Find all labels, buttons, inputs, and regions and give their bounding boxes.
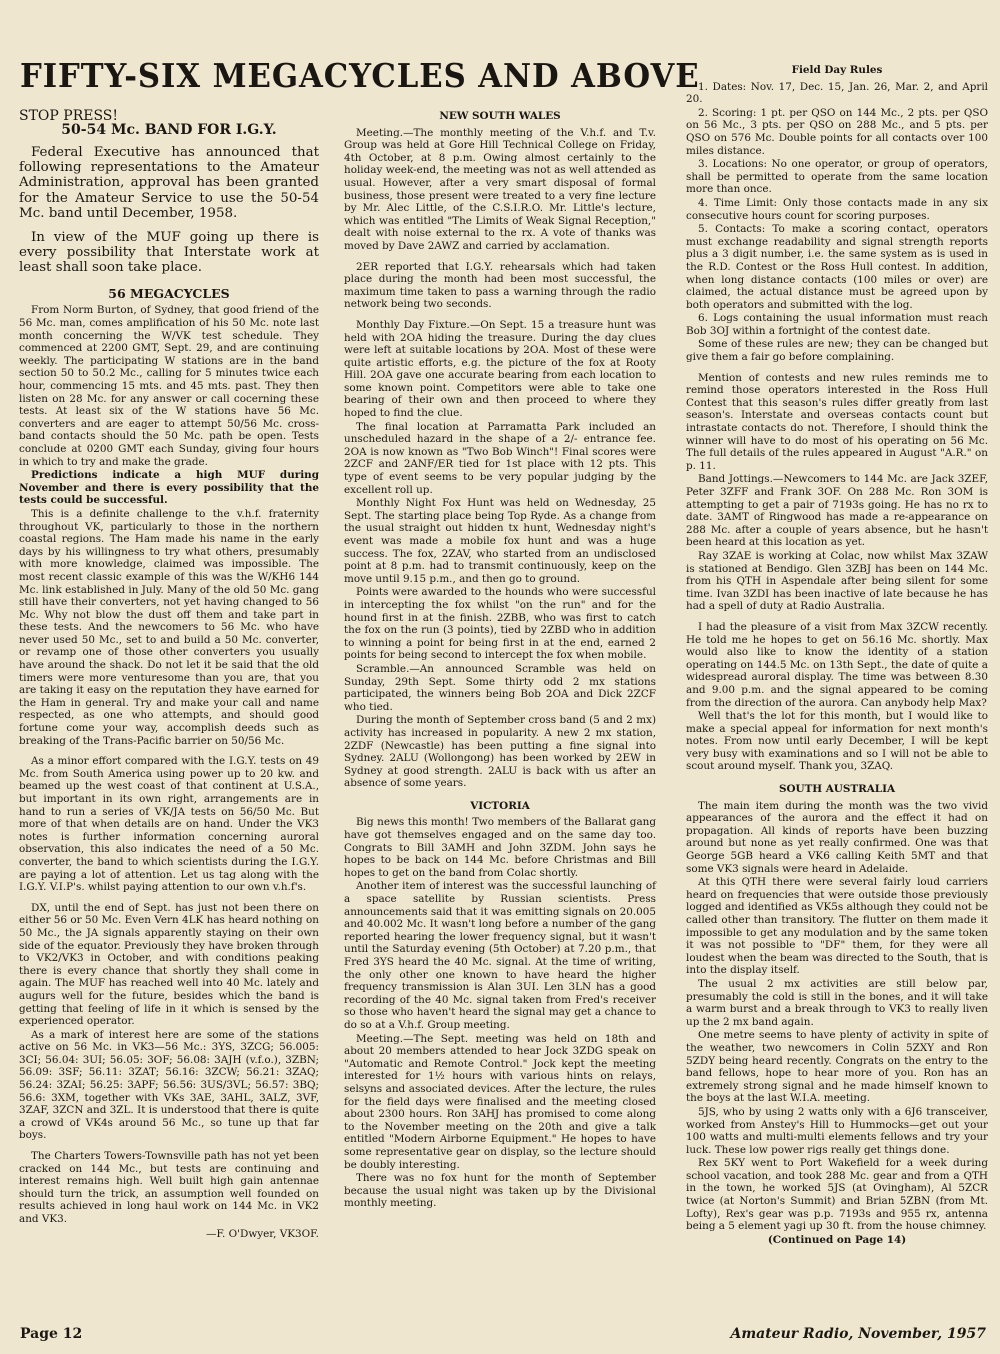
paragraph: One metre seems to have plenty of activity in spite of the weather, two newcomers in Colin 5ZXY and Ron 5ZDY being heard recently. Congrats on the entry to the band fellows, hope to hear more of you. Ron has an extremely strong signal and he made himself known to the boys at the last W.I.A. meeting.: [686, 1029, 988, 1105]
paragraph: During the month of September cross band (5 and 2 mx) activity has increased in popularity. A new 2 mx station, 2ZDF (Newcastle) has been putting a fine signal into Sydney. 2ALU (Wollongong) has been worked by 2EW in Sydney at good strength. 2ALU is back with us after an absence of some years.: [344, 714, 656, 790]
author-signoff: —F. O'Dwyer, VK3OF.: [206, 1227, 319, 1240]
paragraph: The Charters Towers-Townsville path has not yet been cracked on 144 Mc., but tests are continuing and interest remains high. Well built high gain antennae should turn the trick, an assumption well founded on results achieved in long haul work on 144 Mc. in VK2 and VK3.: [19, 1150, 319, 1225]
paragraph: At this QTH there were several fairly loud carriers heard on frequencies that were outside those previously logged and identified as VK5s although they could not be called other than transitory. The flutter on them made it impossible to get any modulation and by the same token it was not possible to "DF" them, for they were all loudest when the beam was directed to the South, that is into the display itself.: [686, 876, 988, 977]
section-heading-victoria: VICTORIA: [470, 799, 530, 812]
paragraph: I had the pleasure of a visit from Max 3ZCW recently. He told me he hopes to get on 56.16 Mc. shortly. Max would also like to know the identity of a station operating on 144.5 Mc. on 13th Sept., the date of quite a widespread auroral display. The time was between 8.30 and 9.00 p.m. and the signal appeared to be coming from the direction of the aurora. Can anybody help Max?: [686, 620, 988, 709]
paragraph: Meeting.—The Sept. meeting was held on 18th and about 20 members attended to hear Jock 3ZDG speak on "Automatic and Remote Control." Jock kept the meeting interested for 1½ hours with various hints on relays, selsyns and associated devices. After the lecture, the rules for the field days were finalised and the meeting closed about 2300 hours. Ron 3AHJ has promised to come along to the November meeting on the 20th and give a talk entitled "Modern Airborne Equipment." He hopes to have some representative gear on display, so the lecture should be doubly interesting.: [344, 1032, 656, 1171]
paragraph: Points were awarded to the hounds who were successful in intercepting the fox whilst "on the run" and for the hound first in at the finish. 2ZBB, who was first to catch the fox on the run (3 points), tied by 2ZBD who in addition to winning a point for being first in at the end, earned 2 points for being second to intercept the fox when mobile.: [344, 586, 656, 662]
column-left: [19, 108, 319, 1240]
paragraph-bold: Predictions indicate a high MUF during November and there is every possibility that the tests could be successful.: [19, 469, 319, 507]
column-middle: [344, 108, 656, 1210]
continued-note: (Continued on Page 14): [767, 1233, 907, 1246]
stop-press: STOP PRESS!: [19, 108, 119, 124]
section-heading-nsw: NEW SOUTH WALES: [439, 110, 561, 122]
paragraph: Rex 5KY went to Port Wakefield for a week during school vacation, and took 288 Mc. gear and from a QTH in the town, he worked 5JS (at Ovingham), Al 5ZCR twice (at Norton's Summit) and Brian 5ZBN (from Mt. Lofty), Rex's gear was p.p. 7193s and 955 rx, antenna being a 5 element yagi up 30 ft. from the house chimney.: [686, 1157, 988, 1233]
paragraph: The usual 2 mx activities are still below par, presumably the cold is still in the bones, and it will take a warm burst and a break through to VK3 to really liven up the 2 mx band again.: [686, 977, 988, 1028]
paragraph: Scramble.—An announced Scramble was held on Sunday, 29th Sept. Some thirty odd 2 mx stations participated, the winners being Bob 2OA and Dick 2ZCF who tied.: [344, 662, 656, 713]
paragraph: Big news this month! Two members of the Ballarat gang have got themselves engaged and on the same day too. Congrats to Bill 3AMH and John 3ZDM. John says he hopes to be back on 144 Mc. before Christmas and Bill hopes to get on the band from Colac shortly.: [344, 816, 656, 879]
page-number: Page 12: [20, 1326, 83, 1342]
paragraph: The final location at Parramatta Park included an unscheduled hazard in the shape of a 2/- entrance fee. 2OA is now known as "Two Bob Winch"! Final scores were 2ZCF and 2ANF/ER tied for 1st place with 12 pts. This type of event seems to be very popular judging by the excellent roll up.: [344, 420, 656, 496]
band-heading: 50-54 Mc. BAND FOR I.G.Y.: [61, 122, 277, 138]
announcement-paragraph: Federal Executive has announced that following representations to the Amateur Administration, approval has been granted for the Amateur Service to use the 50-54 Mc. band until December, 1958.: [19, 144, 319, 222]
paragraph: Another item of interest was the successful launching of a space satellite by Russian scientists. Press announcements said that it was emitting signals on 20.005 and 40.002 Mc. It wasn't long before a number of the gang reported hearing the lower frequency signal, but it wasn't until the Saturday evening (5th October) at 7.20 p.m., that Fred 3YS heard the 40 Mc. signal. At the time of writing, the only other one known to have heard the higher frequency transmission is Alan 3UI. Len 3LN has a good recording of the 40 Mc. signal taken from Fred's receiver so those who haven't heard the signal may get a chance to do so at a V.h.f. Group meeting.: [344, 880, 656, 1031]
rule-item: 1. Dates: Nov. 17, Dec. 15, Jan. 26, Mar. 2, and April 20.: [686, 80, 988, 106]
rule-item: 5. Contacts: To make a scoring contact, operators must exchange readability and signal strength reports plus a 3 digit number, i.e. the same system as is used in the R.D. Contest or the Ross Hull contest. In addition, when long distance contacts (100 miles or over) are claimed, the actual distance must be agreed upon by both operators and submitted with the log.: [686, 223, 988, 311]
rule-item: 2. Scoring: 1 pt. per QSO on 144 Mc., 2 pts. per QSO on 56 Mc., 3 pts. per QSO on 288 Mc., and 5 pts. per QSO on 576 Mc. Double points for all contacts over 100 miles distance.: [686, 106, 988, 157]
rule-item: 3. Locations: No one operator, or group of operators, shall be permitted to operate from the same location more than once.: [686, 158, 988, 196]
paragraph: Ray 3ZAE is working at Colac, now whilst Max 3ZAW is stationed at Bendigo. Glen 3ZBJ has been on 144 Mc. from his QTH in Aspendale after being silent for some time. Ivan 3ZDI has been inactive of late because he has had a spell of duty at Radio Australia.: [686, 549, 988, 613]
magazine-name-date: Amateur Radio, November, 1957: [730, 1326, 986, 1342]
rule-item: 4. Time Limit: Only those contacts made in any six consecutive hours count for scoring purposes.: [686, 196, 988, 222]
section-heading-south-australia: SOUTH AUSTRALIA: [778, 783, 896, 796]
paragraph: Monthly Night Fox Hunt was held on Wednesday, 25 Sept. The starting place being Top Ryde. As a change from the usual straight out hidden tx hunt, Wednesday night's event was made a mobile fox hunt and was a huge success. The fox, 2ZAV, who started from an undisclosed point at 8 p.m. had to transmit continuously, keep on the move until 9.15 p.m., and then go to ground.: [344, 497, 656, 585]
paragraph: Well that's the lot for this month, but I would like to make a special appeal for information for next month's notes. From now until early December, I will be kept very busy with examinations and so I will not be able to scout around myself. Thank you, 3ZAQ.: [686, 710, 988, 773]
section-heading-rules: Field Day Rules: [791, 64, 883, 76]
paragraph: Some of these rules are new; they can be changed but give them a fair go before complaining.: [686, 338, 988, 364]
paragraph: 2ER reported that I.G.Y. rehearsals which had taken place during the month had been most successful, the maximum time taken to pass a warning through the radio network being two seconds.: [344, 260, 656, 311]
muf-paragraph: In view of the MUF going up there is every possibility that Interstate work at least shall soon take place.: [19, 229, 319, 276]
paragraph: As a minor effort compared with the I.G.Y. tests on 49 Mc. from South America using power up to 20 kw. and beamed up the west coast of that continent at U.S.A., but important in its own right, arrangements are in hand to run a series of VK/JA tests on 56/50 Mc. But more of that when details are on hand. Under the VK3 notes is further information concerning auroral observation, this also indicates the need of a 50 Mc. converter, the band to which scientists during the I.G.Y. are paying a lot of attention. Let us tag along with the I.G.Y. V.I.P's. whilst paying attention to our own v.h.f's.: [19, 755, 319, 894]
paragraph: Band Jottings.—Newcomers to 144 Mc. are Jack 3ZEF, Peter 3ZFF and Frank 3OF. On 288 Mc. Ron 3OM is attempting to get a pair of 7193s going. He has no rx to date. 3AMT of Ringwood has made a re-appearance on 288 Mc. after a couple of years absence, but he hasn't been heard at this location as yet.: [686, 473, 988, 549]
section-heading-56mc: 56 MEGACYCLES: [108, 285, 230, 301]
paragraph: 5JS, who by using 2 watts only with a 6J6 transceiver, worked from Anstey's Hill to Hummocks—get out your 100 watts and multi-multi elements fellows and try your luck. These low power rigs really get things done.: [686, 1105, 988, 1156]
paragraph: Meeting.—The monthly meeting of the V.h.f. and T.v. Group was held at Gore Hill Technical College on Friday, 4th October, at 8 p.m. Owing almost certainly to the holiday week-end, the meeting was not as well attended as usual. However, after a very smart disposal of formal business, those present were treated to a very fine lecture by Mr. Alec Little, of the C.S.I.R.O. Mr. Little's lecture, which was entitled "The Limits of Weak Signal Reception," dealt with noise external to the rx. A vote of thanks was moved by Dave 2AWZ and carried by acclamation.: [344, 126, 656, 252]
paragraph: Monthly Day Fixture.—On Sept. 15 a treasure hunt was held with 2OA hiding the treasure. During the day clues were left at suitable locations by 2OA. Most of these were quite artistic efforts, e.g. the picture of the fox at Rooty Hill. 2OA gave one accurate bearing from each location to some known point. Competitors were able to take one bearing of their own and then proceed to where they hoped to find the clue.: [344, 318, 656, 420]
paragraph: This is a definite challenge to the v.h.f. fraternity throughout VK, particularly to those in the northern coastal regions. The Ham made his name in the early days by his willingness to try what others, presumably with more knowledge, claimed was impossible. The most recent classic example of this was the W/KH6 144 Mc. link established in July. Many of the old 50 Mc. gang still have their converters, not yet having changed to 56 Mc. Why not blow the dust off them and take part in these tests. And the newcomers to 56 Mc. who have never used 50 Mc., set to and build a 50 Mc. converter, or revamp one of those other converters you usually have around the shack. Do not let it be said that the old timers were more venturesome than you are, that you are taking it easy on the reputation they have earned for the Ham in general. Try and make your call and name respected, as one who attempts, and should good fortune come your way, accomplish deeds such as breaking of the Trans-Pacific barrier on 50/56 Mc.: [19, 507, 319, 747]
paragraph: As a mark of interest here are some of the stations active on 56 Mc. in VK3—56 Mc.: 3YS, 3ZCG; 56.005: 3CI; 56.04: 3UI; 56.05: 3OF; 56.08: 3AJH (v.f.o.), 3ZBN; 56.09: 3SF; 56.11: 3ZAT; 56.16: 3ZCW; 56.21: 3ZAQ; 56.24: 3ZAI; 56.25: 3APF; 56.56: 3US/3VL; 56.57: 3BQ; 56.6: 3XM, together with VKs 3AE, 3AHL, 3ALZ, 3VF, 3ZAF, 3ZCN and 3ZL. It is understood that there is quite a crowd of VK4s around 56 Mc., so tune up that far boys.: [19, 1028, 319, 1142]
paragraph: There was no fox hunt for the month of September because the usual night was taken up by the Divisional monthly meeting.: [344, 1172, 656, 1210]
paragraph: The main item during the month was the two vivid appearances of the aurora and the effect it had on propagation. All kinds of reports have been buzzing around but none as yet really confirmed. One was that George 5GB heard a VK6 calling Keith 5MT and that some VK3 signals were heard in Adelaide.: [686, 799, 988, 875]
paragraph: Mention of contests and new rules reminds me to remind those operators interested in the Ross Hull Contest that this season's rules differ greatly from last season's. Interstate and overseas contacts count but intrastate contacts do not. Therefore, I should think the winner will have to do most of his operating on 56 Mc. The full details of the rules appeared in August "A.R." on p. 11.: [686, 371, 988, 472]
column-right: [686, 62, 988, 1246]
paragraph: DX, until the end of Sept. has just not been there on either 56 or 50 Mc. Even Vern 4LK has heard nothing on 50 Mc., the JA signals apparently staying on their own side of the equator. Previously they have broken through to VK2/VK3 in October, and with conditions peaking there is every chance that shortly they shall come in again. The MUF has reached well into 40 Mc. lately and augurs well for the future, besides which the band is getting that feeling of life in it which is sensed by the experienced operator.: [19, 901, 319, 1028]
page-title: FIFTY-SIX MEGACYCLES AND ABOVE: [20, 56, 700, 95]
paragraph: From Norm Burton, of Sydney, that good friend of the 56 Mc. man, comes amplification of his 50 Mc. note last month concerning the W/VK test schedule. They commenced at 2200 GMT, Sept. 29, and are continuing weekly. The participating W stations are in the band section 50 to 50.2 Mc., calling for 5 minutes twice each hour, commencing 15 mts. and 45 mts. past. They then listen on 28 Mc. for any answer or call cocerning these tests. At least six of the W stations have 56 Mc. converters and are eager to attempt 50/56 Mc. cross-band contacts should the 50 Mc. path be open. Tests conclude at 0200 GMT each Sunday, giving four hours in which to try and make the grade.: [19, 304, 319, 468]
rule-item: 6. Logs containing the usual information must reach Bob 3OJ within a fortnight of the contest date.: [686, 312, 988, 337]
